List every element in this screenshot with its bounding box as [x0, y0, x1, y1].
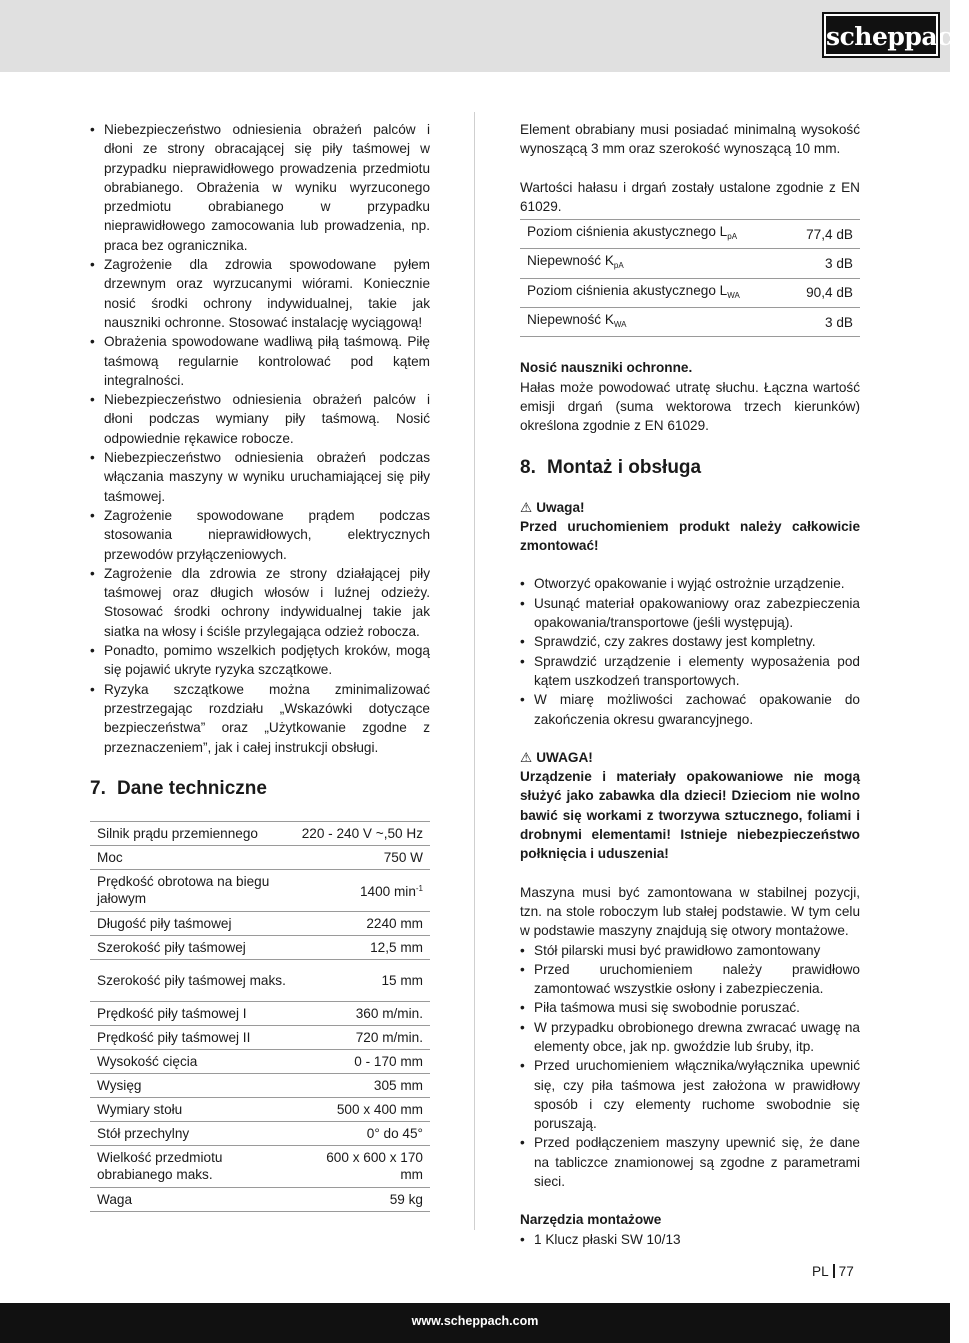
- spec-value: 720 m/min.: [295, 1025, 430, 1049]
- list-item: • Piła taśmowa musi się swobodnie poruszać.: [520, 998, 860, 1017]
- spec-value: 305 mm: [295, 1073, 430, 1097]
- spec-label: Silnik prądu przemiennego: [90, 821, 295, 845]
- warning-icon: ⚠: [520, 499, 533, 515]
- min-size-text: Element obrabiany musi posiadać minimalną wysokość wynoszącą 3 mm oraz szerokość wynoszącą 10 mm.: [520, 122, 860, 157]
- list-item: • Niebezpieczeństwo odniesienia obrażeń podczas włączania maszyny w wyniku uruchamiającej się piły taśmowej.: [90, 448, 430, 506]
- spec-label: Wymiary stołu: [90, 1097, 295, 1121]
- noise-label-sub: pA: [613, 261, 624, 271]
- tools-title: Narzędzia montażowe: [520, 1212, 662, 1228]
- column-divider: [474, 112, 475, 1230]
- mounting-text: Maszyna musi być zamontowana w stabilnej pozycji, tzn. na stole roboczym lub stałej podstawie. W tym celu w podstawie maszyny znajdują się otwory montażowe.: [520, 884, 860, 939]
- table-row: [90, 1001, 430, 1025]
- website-link[interactable]: www.scheppach.com: [411, 1314, 539, 1328]
- spec-value: 500 x 400 mm: [295, 1097, 430, 1121]
- warning-2-title: [520, 748, 860, 767]
- warning-2-text: Urządzenie i materiały opakowaniowe nie mogą służyć jako zabawka dla dzieci! Dzieciom nie wolno bawić się workami z tworzywa sztucznego, foliami i drobnymi elementami! Istnieje niebezpieczeństwo połknięcia i uduszenia!: [520, 769, 860, 862]
- spec-label: Moc: [90, 845, 295, 869]
- spec-label: Szerokość piły taśmowej maks.: [90, 959, 295, 1001]
- right-column: [520, 120, 860, 1249]
- spec-label: Waga: [90, 1187, 295, 1211]
- table-row: [90, 1073, 430, 1097]
- warning-1-title: [520, 498, 860, 517]
- noise-value: 3 dB: [788, 308, 860, 337]
- footer-bar: [0, 1303, 950, 1343]
- list-item: • W miarę możliwości zachować opakowanie do zakończenia okresu gwarancyjnego.: [520, 690, 860, 729]
- spec-value: 360 m/min.: [295, 1001, 430, 1025]
- table-row: [90, 821, 430, 845]
- noise-value: 77,4 dB: [788, 220, 860, 249]
- warning-icon: ⚠: [520, 749, 533, 765]
- hazard-list: [90, 120, 430, 757]
- list-item: • Ryzyka szczątkowe można zminimalizować przestrzegając rozdziału „Wskazówki dotyczące bezpieczeństwa” oraz „Użytkowanie zgodne z przeznaczeniem”, jak i całej instrukcji obsługi.: [90, 680, 430, 757]
- separator: [833, 1264, 835, 1278]
- section-number: 7.: [90, 777, 106, 799]
- noise-label-sub: pA: [727, 232, 738, 242]
- page-number: [812, 1264, 854, 1279]
- table-row: [90, 1025, 430, 1049]
- spec-value: 2240 mm: [295, 911, 430, 935]
- noise-label-cell: [520, 278, 788, 307]
- spec-value: 220 - 240 V ~,50 Hz: [295, 821, 430, 845]
- list-item: • Przed uruchomieniem włącznika/wyłącznika upewnić się, czy piła taśmowa jest założona w prawidłowy sposób i czy elementy ruchome swobodnie się poruszają.: [520, 1056, 860, 1133]
- table-row: [90, 1121, 430, 1145]
- mounting-list: [520, 941, 860, 1192]
- spec-value-exponent: -1: [415, 884, 423, 894]
- brand-logo: scheppach: [824, 14, 938, 56]
- list-item: • 1 Klucz płaski SW 10/13: [520, 1230, 860, 1249]
- spec-label: Szerokość piły taśmowej: [90, 935, 295, 959]
- spec-value: 15 mm: [295, 959, 430, 1001]
- table-row: [90, 1145, 430, 1187]
- spec-label: Stół przechylny: [90, 1121, 295, 1145]
- table-row: [90, 845, 430, 869]
- spec-value: 1400 min: [359, 884, 416, 900]
- list-item: • Przed uruchomieniem należy prawidłowo zamontować wszystkie osłony i zabezpieczenia.: [520, 960, 860, 999]
- header-bar: [0, 0, 969, 72]
- spec-value: 600 x 600 x 170 mm: [295, 1145, 430, 1187]
- table-row: [520, 220, 860, 249]
- spec-value: 750 W: [295, 845, 430, 869]
- left-column: [90, 120, 430, 1212]
- table-row: [520, 278, 860, 307]
- list-item: • Otworzyć opakowanie i wyjąć ostrożnie urządzenie.: [520, 574, 860, 593]
- section-8-heading: [520, 456, 860, 480]
- unpack-list: [520, 574, 860, 728]
- spec-label: Wysięg: [90, 1073, 295, 1097]
- spec-value: 12,5 mm: [295, 935, 430, 959]
- section-number: 8.: [520, 456, 536, 478]
- table-row: [90, 1187, 430, 1211]
- list-item: • Zagrożenie dla zdrowia spowodowane pyłem drzewnym oraz wyrzucanymi wiórami. Koniecznie nosić środki ochrony indywidualnej, takie jak nauszniki ochronne. Stosować instalację wyciągową!: [90, 255, 430, 332]
- list-item: • Sprawdzić urządzenie i elementy wyposażenia pod kątem uszkodzeń transportowych.: [520, 652, 860, 691]
- noise-label: Niepewność K: [527, 253, 614, 269]
- spec-value: 0° do 45°: [295, 1121, 430, 1145]
- spec-label: Długość piły taśmowej: [90, 911, 295, 935]
- section-title: Dane techniczne: [117, 777, 267, 799]
- list-item: • Niebezpieczeństwo odniesienia obrażeń palców i dłoni ze strony obracającej się piły taśmowej w przypadku nieprawidłowego prowadzenia przedmiotu obrabianego. Obrażenia w wyniku wyrzuconego przedmiotu obrabianego w przypadku nieprawidłowego zamocowania lub prowadzenia, np. praca bez ogranicznika.: [90, 120, 430, 255]
- noise-label-cell: [520, 249, 788, 278]
- section-7-heading: [90, 777, 430, 801]
- noise-label-sub: WA: [727, 290, 740, 300]
- spec-label: Wielkość przedmiotu obrabianego maks.: [90, 1145, 295, 1187]
- table-row: [90, 869, 430, 911]
- noise-table: [520, 219, 860, 337]
- spec-table: [90, 821, 430, 1212]
- warning-2-label: UWAGA!: [536, 749, 593, 765]
- language-code: PL: [812, 1264, 829, 1279]
- table-row: [90, 911, 430, 935]
- ear-protection-title: Nosić nauszniki ochronne.: [520, 360, 693, 376]
- table-row: [90, 959, 430, 1001]
- spec-label: Wysokość cięcia: [90, 1049, 295, 1073]
- list-item: • Obrażenia spowodowane wadliwą piłą taśmową. Piłę taśmową regularnie kontrolować pod kątem integralności.: [90, 332, 430, 390]
- list-item: • Niebezpieczeństwo odniesienia obrażeń palców i dłoni podczas wymiany piły taśmową. Nosić odpowiednie rękawice robocze.: [90, 390, 430, 448]
- list-item: • Ponadto, pomimo wszelkich podjętych kroków, mogą się pojawić ukryte ryzyka szczątkowe.: [90, 641, 430, 680]
- table-row: [90, 1049, 430, 1073]
- noise-label: Niepewność K: [527, 312, 614, 328]
- spec-label: Prędkość piły taśmowej I: [90, 1001, 295, 1025]
- noise-value: 90,4 dB: [788, 278, 860, 307]
- list-item: • Przed podłączeniem maszyny upewnić się, że dane na tabliczce znamionowej są zgodne z parametrami sieci.: [520, 1133, 860, 1191]
- table-row: [90, 1097, 430, 1121]
- tools-list: [520, 1230, 860, 1249]
- noise-label-sub: WA: [613, 320, 627, 330]
- spec-value: 0 - 170 mm: [295, 1049, 430, 1073]
- table-row: [90, 935, 430, 959]
- noise-label: Poziom ciśnienia akustycznego L: [527, 224, 728, 240]
- section-title: Montaż i obsługa: [547, 456, 702, 478]
- noise-label: Poziom ciśnienia akustycznego L: [527, 282, 728, 298]
- list-item: • Zagrożenie spowodowane prądem podczas stosowania nieprawidłowych, elektrycznych przewodów przyłączeniowych.: [90, 506, 430, 564]
- spec-value-cell: [295, 869, 430, 911]
- noise-intro: Wartości hałasu i drgań zostały ustalone zgodnie z EN 61029.: [520, 179, 860, 214]
- noise-value: 3 dB: [788, 249, 860, 278]
- list-item: • Sprawdzić, czy zakres dostawy jest kompletny.: [520, 632, 860, 651]
- noise-label-cell: [520, 308, 788, 337]
- spec-value: 59 kg: [295, 1187, 430, 1211]
- ear-protection-text: Hałas może powodować utratę słuchu. Łączna wartość emisji drgań (suma wektorowa trzech kierunków) określona zgodnie z EN 61029.: [520, 379, 860, 434]
- warning-1-text: Przed uruchomieniem produkt należy całkowicie zmontować!: [520, 518, 860, 554]
- table-row: [520, 249, 860, 278]
- page-number-value: 77: [838, 1264, 854, 1279]
- table-row: [520, 308, 860, 337]
- list-item: • Zagrożenie dla zdrowia ze strony działającej piły taśmowej oraz długich włosów i luźnej odzieży. Stosować środki ochrony indywidualnej takie jak siatka na włosy i ściśle przylegająca odzież robocza.: [90, 564, 430, 641]
- noise-label-cell: [520, 220, 788, 249]
- warning-1-label: Uwaga!: [536, 499, 585, 515]
- list-item: • W przypadku obrobionego drewna zwracać uwagę na elementy obce, jak np. gwoździe lub śruby, itp.: [520, 1018, 860, 1057]
- list-item: • Stół pilarski musi być prawidłowo zamontowany: [520, 941, 860, 960]
- spec-label: Prędkość piły taśmowej II: [90, 1025, 295, 1049]
- list-item: • Usunąć materiał opakowaniowy oraz zabezpieczenia opakowania/transportowe (jeśli występują).: [520, 594, 860, 633]
- spec-label: Prędkość obrotowa na biegu jałowym: [90, 869, 295, 911]
